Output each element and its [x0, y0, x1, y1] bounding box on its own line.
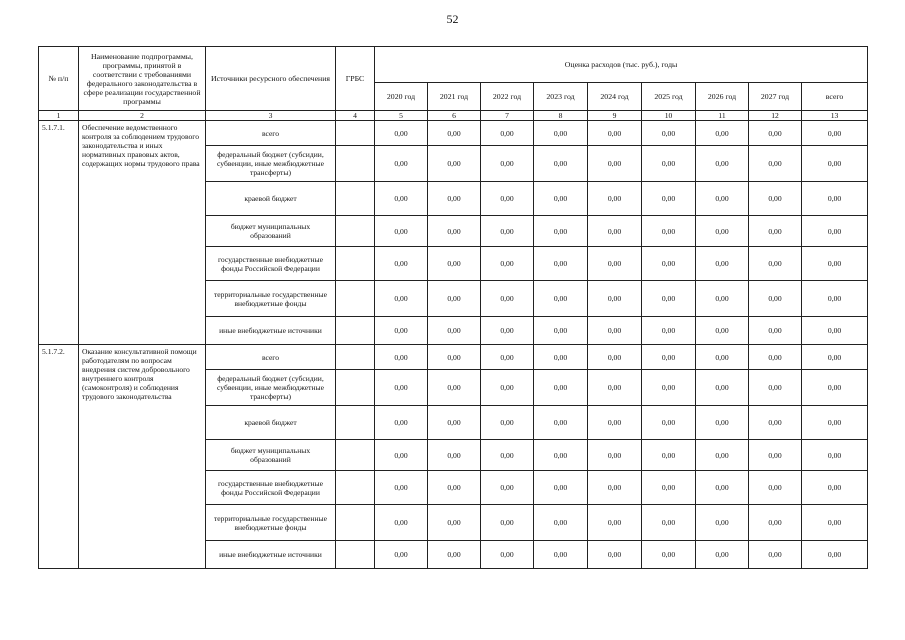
table-row [39, 121, 868, 146]
grbs-cell [336, 370, 375, 406]
value-cell: 0,00 [588, 281, 642, 317]
value-cell: 0,00 [642, 370, 696, 406]
value-cell: 0,00 [375, 370, 428, 406]
column-number-cell: 5 [375, 111, 428, 121]
value-cell: 0,00 [802, 317, 868, 345]
value-cell: 0,00 [534, 317, 588, 345]
source-label: федеральный бюджет (субсидии, субвенции, иные межбюджетные трансферты) [206, 370, 336, 406]
value-cell: 0,00 [534, 370, 588, 406]
item-name: Оказание консультативной помощи работодателям по вопросам внедрения систем добровольного внутреннего контроля (самоконтроля) и соблюдения трудового законодательства [79, 345, 206, 569]
source-label: краевой бюджет [206, 406, 336, 440]
value-cell: 0,00 [534, 440, 588, 471]
value-cell: 0,00 [749, 440, 802, 471]
value-cell: 0,00 [749, 121, 802, 146]
budget-table [38, 46, 868, 569]
grbs-cell [336, 541, 375, 569]
source-label: краевой бюджет [206, 182, 336, 216]
value-cell: 0,00 [696, 247, 749, 281]
value-cell: 0,00 [428, 505, 481, 541]
column-number-cell: 3 [206, 111, 336, 121]
value-cell: 0,00 [749, 247, 802, 281]
value-cell: 0,00 [642, 182, 696, 216]
value-cell: 0,00 [696, 121, 749, 146]
header-grbs: ГРБС [336, 47, 375, 111]
value-cell: 0,00 [481, 247, 534, 281]
header-name: Наименование подпрограммы, программы, принятой в соответствии с требованиями федерального законодательства в сфере реализации государственной программы [79, 47, 206, 111]
value-cell: 0,00 [481, 505, 534, 541]
value-cell: 0,00 [534, 146, 588, 182]
grbs-cell [336, 121, 375, 146]
value-cell: 0,00 [481, 345, 534, 370]
grbs-cell [336, 216, 375, 247]
value-cell: 0,00 [588, 406, 642, 440]
value-cell: 0,00 [588, 370, 642, 406]
value-cell: 0,00 [588, 146, 642, 182]
value-cell: 0,00 [428, 541, 481, 569]
value-cell: 0,00 [642, 216, 696, 247]
value-cell: 0,00 [375, 247, 428, 281]
value-cell: 0,00 [428, 216, 481, 247]
item-number: 5.1.7.2. [39, 345, 79, 569]
value-cell: 0,00 [749, 505, 802, 541]
table-header [39, 47, 868, 121]
value-cell: 0,00 [428, 281, 481, 317]
grbs-cell [336, 505, 375, 541]
value-cell: 0,00 [534, 541, 588, 569]
value-cell: 0,00 [375, 440, 428, 471]
value-cell: 0,00 [802, 281, 868, 317]
value-cell: 0,00 [802, 216, 868, 247]
source-label: бюджет муниципальных образований [206, 216, 336, 247]
value-cell: 0,00 [375, 121, 428, 146]
value-cell: 0,00 [696, 345, 749, 370]
value-cell: 0,00 [481, 121, 534, 146]
value-cell: 0,00 [534, 216, 588, 247]
grbs-cell [336, 317, 375, 345]
value-cell: 0,00 [642, 406, 696, 440]
value-cell: 0,00 [642, 541, 696, 569]
value-cell: 0,00 [428, 345, 481, 370]
value-cell: 0,00 [588, 440, 642, 471]
value-cell: 0,00 [642, 281, 696, 317]
value-cell: 0,00 [749, 317, 802, 345]
value-cell: 0,00 [642, 345, 696, 370]
value-cell: 0,00 [534, 406, 588, 440]
source-label: федеральный бюджет (субсидии, субвенции, иные межбюджетные трансферты) [206, 146, 336, 182]
value-cell: 0,00 [534, 345, 588, 370]
value-cell: 0,00 [481, 370, 534, 406]
value-cell: 0,00 [802, 146, 868, 182]
value-cell: 0,00 [588, 505, 642, 541]
source-label: всего [206, 345, 336, 370]
header-year-1: 2020 год [375, 83, 428, 111]
value-cell: 0,00 [481, 541, 534, 569]
value-cell: 0,00 [428, 121, 481, 146]
value-cell: 0,00 [749, 182, 802, 216]
value-cell: 0,00 [802, 541, 868, 569]
value-cell: 0,00 [375, 406, 428, 440]
value-cell: 0,00 [534, 182, 588, 216]
value-cell: 0,00 [696, 440, 749, 471]
value-cell: 0,00 [588, 121, 642, 146]
value-cell: 0,00 [588, 216, 642, 247]
column-number-cell: 13 [802, 111, 868, 121]
value-cell: 0,00 [749, 541, 802, 569]
grbs-cell [336, 440, 375, 471]
grbs-cell [336, 247, 375, 281]
value-cell: 0,00 [481, 471, 534, 505]
source-label: бюджет муниципальных образований [206, 440, 336, 471]
header-year-5: 2024 год [588, 83, 642, 111]
value-cell: 0,00 [428, 406, 481, 440]
value-cell: 0,00 [588, 541, 642, 569]
value-cell: 0,00 [749, 406, 802, 440]
column-number-cell: 7 [481, 111, 534, 121]
header-source: Источники ресурсного обеспечения [206, 47, 336, 111]
column-number-cell: 9 [588, 111, 642, 121]
value-cell: 0,00 [428, 370, 481, 406]
column-number-cell: 4 [336, 111, 375, 121]
value-cell: 0,00 [696, 406, 749, 440]
grbs-cell [336, 146, 375, 182]
value-cell: 0,00 [375, 146, 428, 182]
value-cell: 0,00 [481, 146, 534, 182]
value-cell: 0,00 [802, 247, 868, 281]
value-cell: 0,00 [428, 471, 481, 505]
value-cell: 0,00 [481, 182, 534, 216]
value-cell: 0,00 [749, 345, 802, 370]
value-cell: 0,00 [375, 541, 428, 569]
value-cell: 0,00 [375, 471, 428, 505]
value-cell: 0,00 [802, 182, 868, 216]
grbs-cell [336, 471, 375, 505]
grbs-cell [336, 406, 375, 440]
column-number-cell: 11 [696, 111, 749, 121]
table-row [39, 345, 868, 370]
value-cell: 0,00 [696, 541, 749, 569]
value-cell: 0,00 [534, 281, 588, 317]
header-year-2: 2021 год [428, 83, 481, 111]
value-cell: 0,00 [428, 440, 481, 471]
value-cell: 0,00 [749, 370, 802, 406]
value-cell: 0,00 [375, 505, 428, 541]
column-number-cell: 1 [39, 111, 79, 121]
value-cell: 0,00 [696, 216, 749, 247]
source-label: государственные внебюджетные фонды Российской Федерации [206, 471, 336, 505]
value-cell: 0,00 [696, 370, 749, 406]
value-cell: 0,00 [642, 440, 696, 471]
grbs-cell [336, 345, 375, 370]
column-number-cell: 8 [534, 111, 588, 121]
grbs-cell [336, 281, 375, 317]
value-cell: 0,00 [481, 406, 534, 440]
header-year-7: 2026 год [696, 83, 749, 111]
header-year-3: 2022 год [481, 83, 534, 111]
value-cell: 0,00 [588, 247, 642, 281]
value-cell: 0,00 [534, 471, 588, 505]
value-cell: 0,00 [802, 505, 868, 541]
value-cell: 0,00 [481, 317, 534, 345]
header-year-6: 2025 год [642, 83, 696, 111]
column-number-cell: 12 [749, 111, 802, 121]
value-cell: 0,00 [642, 247, 696, 281]
value-cell: 0,00 [642, 121, 696, 146]
column-numbers-row [39, 111, 868, 121]
header-year-4: 2023 год [534, 83, 588, 111]
value-cell: 0,00 [588, 471, 642, 505]
header-year-9: всего [802, 83, 868, 111]
value-cell: 0,00 [375, 281, 428, 317]
source-label: территориальные государственные внебюджетные фонды [206, 281, 336, 317]
value-cell: 0,00 [802, 471, 868, 505]
value-cell: 0,00 [588, 345, 642, 370]
value-cell: 0,00 [588, 317, 642, 345]
value-cell: 0,00 [375, 345, 428, 370]
value-cell: 0,00 [428, 247, 481, 281]
value-cell: 0,00 [749, 216, 802, 247]
grbs-cell [336, 182, 375, 216]
source-label: всего [206, 121, 336, 146]
value-cell: 0,00 [375, 216, 428, 247]
value-cell: 0,00 [749, 281, 802, 317]
value-cell: 0,00 [696, 146, 749, 182]
value-cell: 0,00 [428, 146, 481, 182]
source-label: территориальные государственные внебюджетные фонды [206, 505, 336, 541]
value-cell: 0,00 [534, 247, 588, 281]
header-num: № п/п [39, 47, 79, 111]
value-cell: 0,00 [696, 182, 749, 216]
value-cell: 0,00 [749, 146, 802, 182]
header-year-8: 2027 год [749, 83, 802, 111]
source-label: иные внебюджетные источники [206, 541, 336, 569]
value-cell: 0,00 [428, 317, 481, 345]
value-cell: 0,00 [696, 281, 749, 317]
value-cell: 0,00 [802, 440, 868, 471]
column-number-cell: 6 [428, 111, 481, 121]
value-cell: 0,00 [481, 440, 534, 471]
value-cell: 0,00 [696, 505, 749, 541]
value-cell: 0,00 [802, 406, 868, 440]
value-cell: 0,00 [802, 370, 868, 406]
value-cell: 0,00 [802, 345, 868, 370]
value-cell: 0,00 [534, 121, 588, 146]
value-cell: 0,00 [749, 471, 802, 505]
value-cell: 0,00 [375, 182, 428, 216]
value-cell: 0,00 [696, 317, 749, 345]
value-cell: 0,00 [642, 505, 696, 541]
item-name: Обеспечение ведомственного контроля за соблюдением трудового законодательства и иных нормативных правовых актов, содержащих нормы трудового права [79, 121, 206, 345]
source-label: государственные внебюджетные фонды Российской Федерации [206, 247, 336, 281]
value-cell: 0,00 [481, 216, 534, 247]
value-cell: 0,00 [481, 281, 534, 317]
column-number-cell: 2 [79, 111, 206, 121]
table-body [39, 121, 868, 569]
value-cell: 0,00 [696, 471, 749, 505]
item-number: 5.1.7.1. [39, 121, 79, 345]
value-cell: 0,00 [642, 146, 696, 182]
page-number: 52 [446, 12, 459, 26]
header-estimate: Оценка расходов (тыс. руб.), годы [375, 47, 868, 83]
value-cell: 0,00 [534, 505, 588, 541]
value-cell: 0,00 [375, 317, 428, 345]
column-number-cell: 10 [642, 111, 696, 121]
value-cell: 0,00 [588, 182, 642, 216]
value-cell: 0,00 [428, 182, 481, 216]
value-cell: 0,00 [802, 121, 868, 146]
value-cell: 0,00 [642, 317, 696, 345]
source-label: иные внебюджетные источники [206, 317, 336, 345]
value-cell: 0,00 [642, 471, 696, 505]
